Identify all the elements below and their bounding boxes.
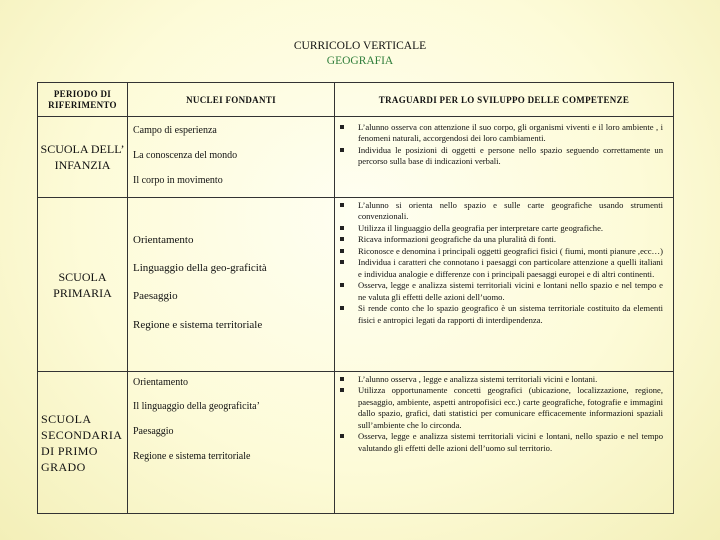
nucleo-item: Paesaggio bbox=[133, 290, 178, 302]
nucleo-item: Linguaggio della geo-graficità bbox=[133, 262, 267, 274]
nucleo-item: Il corpo in movimento bbox=[133, 175, 223, 186]
table-row-infanzia bbox=[38, 117, 674, 198]
traguardi-primaria bbox=[335, 198, 674, 372]
traguardi-infanzia bbox=[335, 117, 674, 198]
nucleo-item: Regione e sistema territoriale bbox=[133, 319, 263, 331]
page-subtitle: GEOGRAFIA bbox=[326, 55, 394, 67]
nuclei-infanzia bbox=[128, 117, 335, 198]
nucleo-item: Orientamento bbox=[133, 377, 188, 388]
list-item: Individua i caratteri che connotano i paesaggi con particolare attenzione a quelli italiani e individua analogie e differenze con i principali paesaggi europei e di altri continenti. bbox=[338, 257, 663, 280]
nucleo-item: Orientamento bbox=[133, 234, 194, 246]
traguardi-secondaria bbox=[335, 372, 674, 514]
nuclei-primaria bbox=[128, 198, 335, 372]
period-secondaria: SCUOLA SECONDARIA DI PRIMO GRADO bbox=[38, 372, 128, 514]
col-header-periodo: PERIODO DI RIFERIMENTO bbox=[38, 83, 128, 117]
nucleo-item: La conoscenza del mondo bbox=[133, 150, 238, 161]
list-item: Ricava informazioni geografiche da una pluralità di fonti. bbox=[338, 234, 663, 245]
curriculum-table bbox=[37, 82, 674, 514]
col-header-nuclei: NUCLEI FONDANTI bbox=[128, 83, 335, 117]
list-item: Riconosce e denomina i principali oggetti geografici fisici ( fiumi, monti pianure ,ecc…) bbox=[338, 246, 663, 257]
list-item: Osserva, legge e analizza sistemi territoriali vicini e lontani, nello spazio e nel tempo valutando gli effetti delle azioni dell’uomo sul territorio. bbox=[338, 431, 663, 454]
table-row-primaria bbox=[38, 198, 674, 372]
list-item: L’alunno si orienta nello spazio e sulle carte geografiche usando strumenti convenzionali. bbox=[338, 200, 663, 223]
nuclei-secondaria bbox=[128, 372, 335, 514]
table-header-row bbox=[38, 83, 674, 117]
page-title: CURRICOLO VERTICALE bbox=[293, 40, 427, 52]
list-item: L’alunno osserva , legge e analizza sistemi territoriali vicini e lontani. bbox=[338, 374, 663, 385]
list-item: Utilizza opportunamente concetti geografici (ubicazione, localizzazione, regione, paesaggio, ambiente, aspetti antropofisici ecc.) carte geografiche, fotografie e immagini dallo spazio, grafici, dati statistici per comunicare efficacemente informazioni spaziali sull’ambiente che lo circonda. bbox=[338, 385, 663, 431]
period-primaria: SCUOLA PRIMARIA bbox=[38, 198, 128, 372]
list-item: Utilizza il linguaggio della geografia per interpretare carte geografiche. bbox=[338, 223, 663, 234]
list-item: Individua le posizioni di oggetti e persone nello spazio seguendo correttamente un percorso sulla base di indicazioni verbali. bbox=[338, 145, 663, 168]
nucleo-item: Campo di esperienza bbox=[133, 125, 217, 136]
nucleo-item: Il linguaggio della geograficita’ bbox=[133, 401, 260, 412]
nucleo-item: Paesaggio bbox=[133, 426, 174, 437]
nucleo-item: Regione e sistema territoriale bbox=[133, 451, 251, 462]
list-item: Si rende conto che lo spazio geografico è un sistema territoriale costituito da elementi fisici e antropici legati da rapporti di interdipendenza. bbox=[338, 303, 663, 326]
list-item: L’alunno osserva con attenzione il suo corpo, gli organismi viventi e il loro ambiente , i fenomeni naturali, accorgendosi dei loro cambiamenti. bbox=[338, 122, 663, 145]
list-item: Osserva, legge e analizza sistemi territoriali vicini e lontani nello spazio e nel tempo e ne valuta gli effetti delle azioni dell’uomo. bbox=[338, 280, 663, 303]
period-infanzia: SCUOLA DELL’ INFANZIA bbox=[38, 117, 128, 198]
table-row-secondaria bbox=[38, 372, 674, 514]
col-header-traguardi: TRAGUARDI PER LO SVILUPPO DELLE COMPETENZE bbox=[335, 83, 674, 117]
